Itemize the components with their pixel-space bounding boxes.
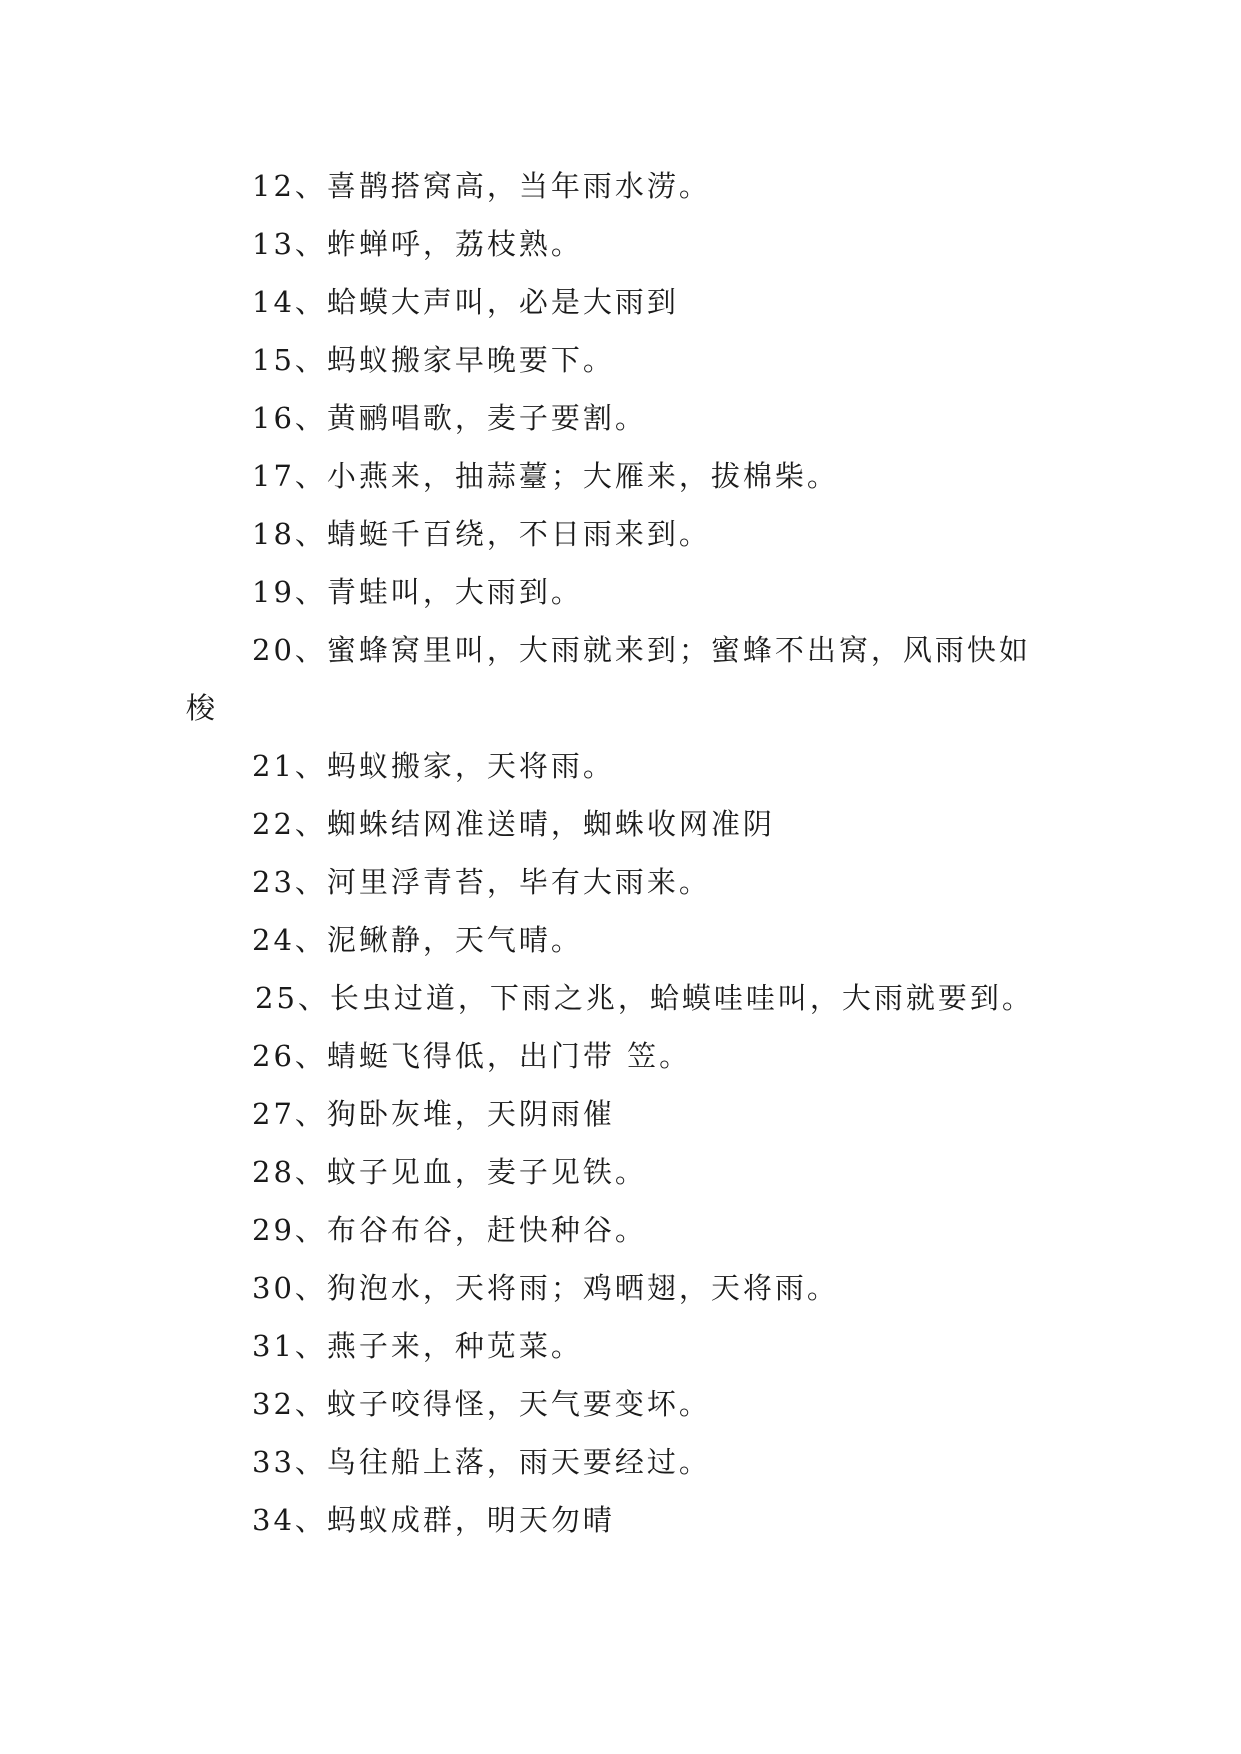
list-item: 13、蚱蝉呼，荔枝熟。 <box>252 227 583 261</box>
list-item: 12、喜鹊搭窝高，当年雨水涝。 <box>252 169 711 203</box>
list-item: 25、长虫过道，下雨之兆，蛤蟆哇哇叫，大雨就要到。 <box>255 981 1034 1015</box>
list-item: 32、蚊子咬得怪，天气要变坏。 <box>252 1387 711 1421</box>
list-item: 31、燕子来，种苋菜。 <box>252 1329 583 1363</box>
list-item: 28、蚊子见血，麦子见铁。 <box>252 1155 647 1189</box>
list-item-continuation: 梭 <box>186 691 219 725</box>
proverb-list <box>186 157 1086 1549</box>
list-item: 21、蚂蚁搬家，天将雨。 <box>252 749 615 783</box>
list-item: 27、狗卧灰堆，天阴雨催 <box>252 1097 615 1131</box>
list-item: 17、小燕来，抽蒜薹；大雁来，拔棉柴。 <box>252 459 839 493</box>
list-item: 33、鸟往船上落，雨天要经过。 <box>252 1445 711 1479</box>
list-item: 29、布谷布谷，赶快种谷。 <box>252 1213 647 1247</box>
list-item: 24、泥鳅静，天气晴。 <box>252 923 583 957</box>
list-item: 15、蚂蚁搬家早晚要下。 <box>252 343 615 377</box>
list-item: 22、蜘蛛结网准送晴，蜘蛛收网准阴 <box>252 807 775 841</box>
list-item: 14、蛤蟆大声叫，必是大雨到 <box>252 285 679 319</box>
list-item: 30、狗泡水，天将雨；鸡晒翅，天将雨。 <box>252 1271 839 1305</box>
list-item: 20、蜜蜂窝里叫，大雨就来到；蜜蜂不出窝，风雨快如 <box>252 633 1031 667</box>
list-item: 16、黄鹂唱歌，麦子要割。 <box>252 401 647 435</box>
list-item: 18、蜻蜓千百绕，不日雨来到。 <box>252 517 711 551</box>
list-item: 19、青蛙叫，大雨到。 <box>252 575 583 609</box>
list-item: 23、河里浮青苔，毕有大雨来。 <box>252 865 711 899</box>
list-item: 26、蜻蜓飞得低，出门带 笠。 <box>252 1039 692 1073</box>
list-item: 34、蚂蚁成群，明天勿晴 <box>252 1503 615 1537</box>
